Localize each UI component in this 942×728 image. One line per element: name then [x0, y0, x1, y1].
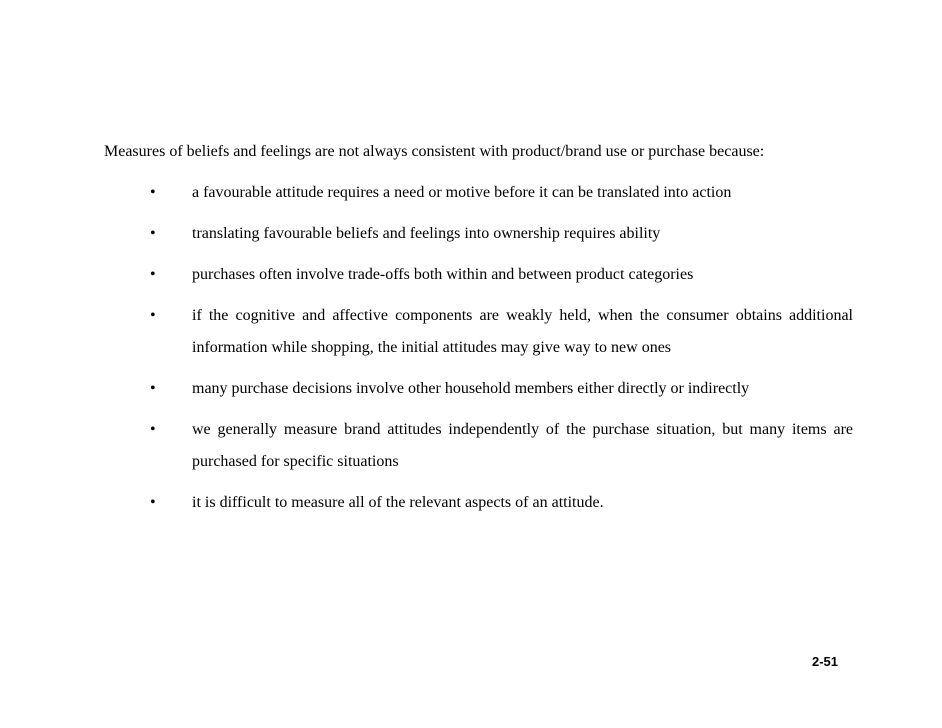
list-item — [104, 259, 853, 291]
bullet-icon: • — [150, 184, 156, 201]
list-item-text: many purchase decisions involve other household members either directly or indirectly — [192, 380, 750, 397]
bullet-icon: • — [150, 380, 156, 397]
intro-paragraph: Measures of beliefs and feelings are not always consistent with product/brand use or purchase because: — [104, 143, 765, 160]
slide-body — [104, 136, 853, 528]
page-number: 2-51 — [811, 654, 838, 669]
list-item-text: translating favourable beliefs and feelings into ownership requires ability — [192, 225, 661, 242]
list-item — [104, 300, 853, 364]
bullet-icon: • — [150, 421, 156, 438]
list-item-text: we generally measure brand attitudes independently of the purchase situation, but many items are purchased for specific situations — [192, 421, 853, 470]
list-item-text: purchases often involve trade-offs both within and between product categories — [192, 266, 694, 283]
list-item — [104, 177, 853, 209]
bullet-icon: • — [150, 307, 156, 324]
bullet-list — [104, 177, 853, 519]
bullet-icon: • — [150, 266, 156, 283]
list-item — [104, 414, 853, 478]
bullet-icon: • — [150, 494, 156, 511]
list-item-text: it is difficult to measure all of the relevant aspects of an attitude. — [192, 494, 604, 511]
list-item — [104, 218, 853, 250]
list-item-text: a favourable attitude requires a need or motive before it can be translated into action — [192, 184, 732, 201]
bullet-icon: • — [150, 225, 156, 242]
list-item — [104, 373, 853, 405]
list-item — [104, 487, 853, 519]
list-item-text: if the cognitive and affective components are weakly held, when the consumer obtains additional information while shopping, the initial attitudes may give way to new ones — [192, 307, 853, 356]
